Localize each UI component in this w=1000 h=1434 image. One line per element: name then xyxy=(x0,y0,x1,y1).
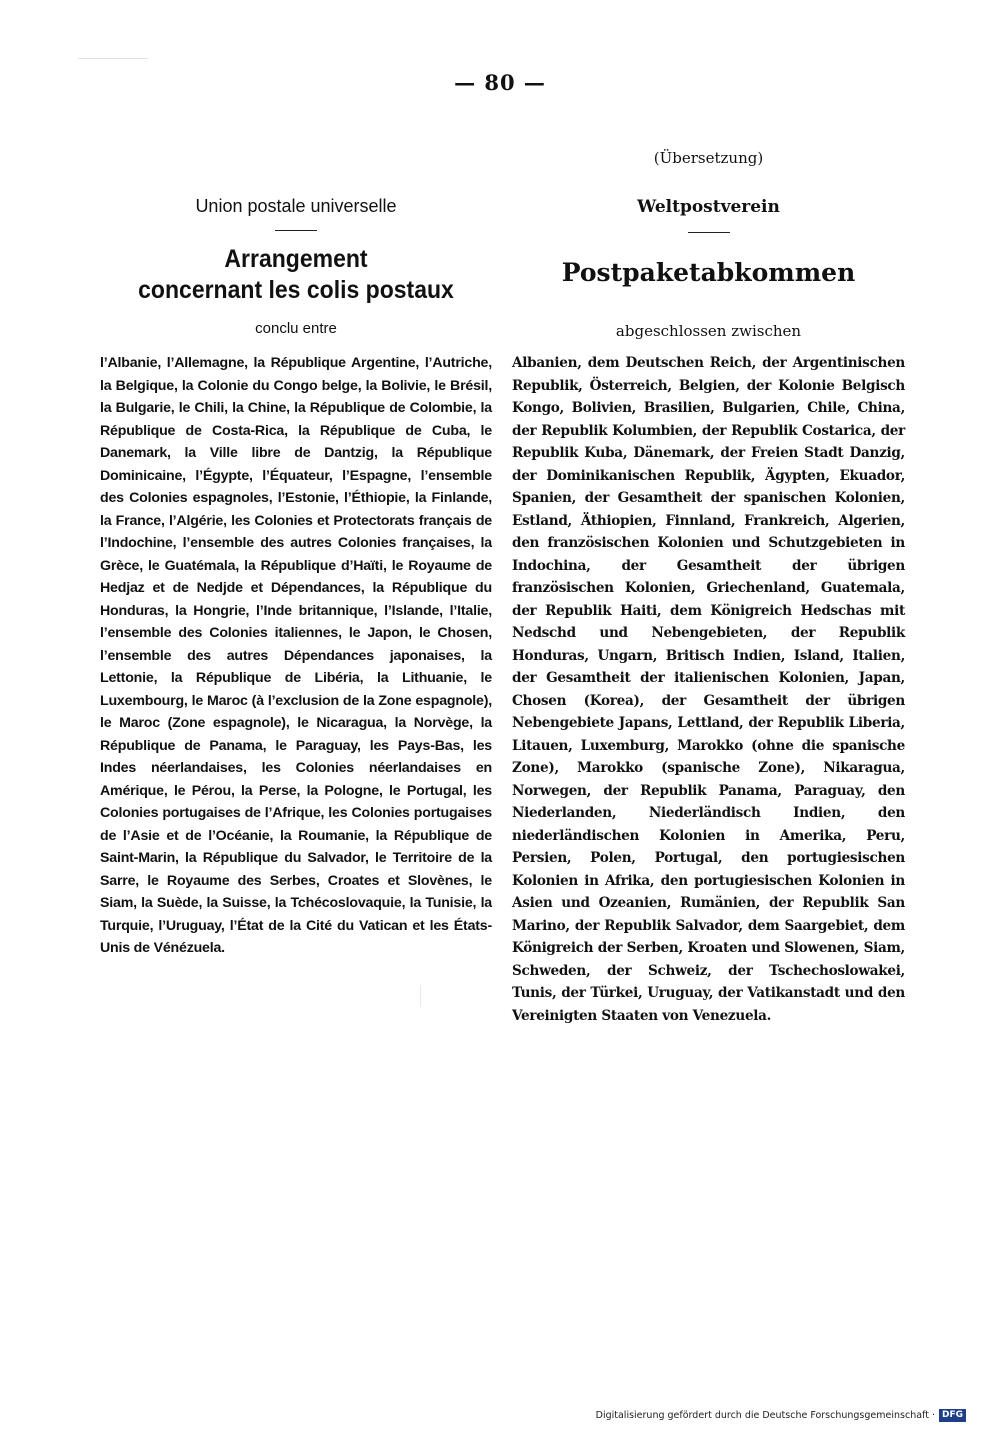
body-text-german: Albanien, dem Deutschen Reich, der Argentinischen Republik, Österreich, Belgien, der Kolonie Belgisch Kongo, Bolivien, Brasilien, Bulgarien, Chile, China, der Republik Kolumbien, der Republik Costarica, der Republik Kuba, Dänemark, der Freien Stadt Danzig, der Dominikanischen Republik, Ägypten, Ekuador, Spanien, der Gesamtheit der spanischen Kolonien, Estland, Äthiopien, Finnland, Frankreich, Algerien, den französischen Kolonien und Schutzgebieten in Indochina, der Gesamtheit der übrigen französischen Kolonien, Griechenland, Guatemala, der Republik Haiti, dem Königreich Hedschas mit Nedschd und Nebengebieten, der Republik Honduras, Ungarn, Britisch Indien, Island, Italien, der Gesamtheit der italienischen Kolonien, Japan, Chosen (Korea), der Gesamtheit der übrigen Nebengebiete Japans, Lettland, der Republik Liberia, Litauen, Luxemburg, Marokko (ohne die spanische Zone), Marokko (spanische Zone), Nikaragua, Norwegen, der Republik Panama, Paraguay, den Niederlanden, Niederländisch Indien, den niederländischen Kolonien in Amerika, Peru, Persien, Polen, Portugal, den portugiesischen Kolonien in Afrika, den portugiesischen Kolonien in Asien und Ozeanien, Rumänien, der Republik San Marino, der Republik Salvador, dem Saargebiet, dem Königreich der Serben, Kroaten und Slowenen, Siam, Schweden, der Schweiz, der Tschechoslowakei, Tunis, der Türkei, Uruguay, der Vatikanstadt und den Vereinigten Staaten von Venezuela. xyxy=(512,355,905,1024)
translation-note: (Übersetzung) xyxy=(653,149,764,167)
footer-credit: Digitalisierung gefördert durch die Deutsche Forschungsgemeinschaft · xyxy=(595,1410,935,1421)
title-divider-right xyxy=(688,232,730,233)
document-title-french-line1: Arrangement xyxy=(224,245,368,273)
title-divider-left xyxy=(275,230,317,231)
scan-artifact xyxy=(78,58,148,59)
body-text-french: l’Albanie, l’Allemagne, la République Argentine, l’Autriche, la Belgique, la Colonie du Congo belge, la Bolivie, le Brésil, la Bulgarie, le Chili, la Chine, la République de Colombie, la République de Costa-Rica, la République de Cuba, le Danemark, la Ville libre de Dantzig, la République Dominicaine, l’Égypte, l’Équateur, l’Espagne, l’ensemble des Colonies espagnoles, l’Estonie, l’Éthiopie, la Finlande, la France, l’Algérie, les Colonies et Protectorats français de l’Indochine, l’ensemble des autres Colonies françaises, la Grèce, le Guatémala, la République d’Haïti, le Royaume de Hedjaz et de Nedjde et Dépendances, la République du Honduras, la Hongrie, l’Inde britannique, l’Islande, l’Italie, l’ensemble des Colonies italiennes, le Japon, le Chosen, l’ensemble des autres Dépendances japonaises, la Lettonie, la République de Libéria, la Lithuanie, le Luxembourg, le Maroc (à l’exclusion de la Zone espagnole), le Maroc (Zone espagnole), le Nicaragua, la Norvège, la République de Panama, le Paraguay, les Pays-Bas, les Indes néerlandaises, les Colonies néerlandaises en Amérique, le Pérou, la Perse, la Pologne, le Portugal, les Colonies portugaises de l’Afrique, les Colonies portugaises de l’Asie et de l’Océanie, la Roumanie, la République de Saint-Marin, la République du Salvador, le Territoire de la Sarre, le Royaume des Serbes, Croates et Slovènes, le Siam, la Suède, la Suisse, la Tchécoslovaquie, la Tunisie, la Turquie, l’Uruguay, l’État de la Cité du Vatican et les États-Unis de Vénézuela. xyxy=(100,355,492,956)
document-title-german: Postpaketabkommen xyxy=(561,258,856,287)
page-number: — 80 — xyxy=(454,70,546,95)
document-title-french-line2: concernant les colis postaux xyxy=(138,276,454,304)
document-title-french xyxy=(116,244,477,306)
union-title-french: Union postale universelle xyxy=(195,196,397,216)
dfg-logo-icon: DFG xyxy=(939,1409,966,1422)
concluded-german: abgeschlossen zwischen xyxy=(615,322,802,340)
union-title-german: Weltpostverein xyxy=(637,197,780,217)
concluded-french: conclu entre xyxy=(255,320,337,337)
scan-artifact xyxy=(420,985,421,1007)
digitization-footer xyxy=(596,1409,966,1422)
